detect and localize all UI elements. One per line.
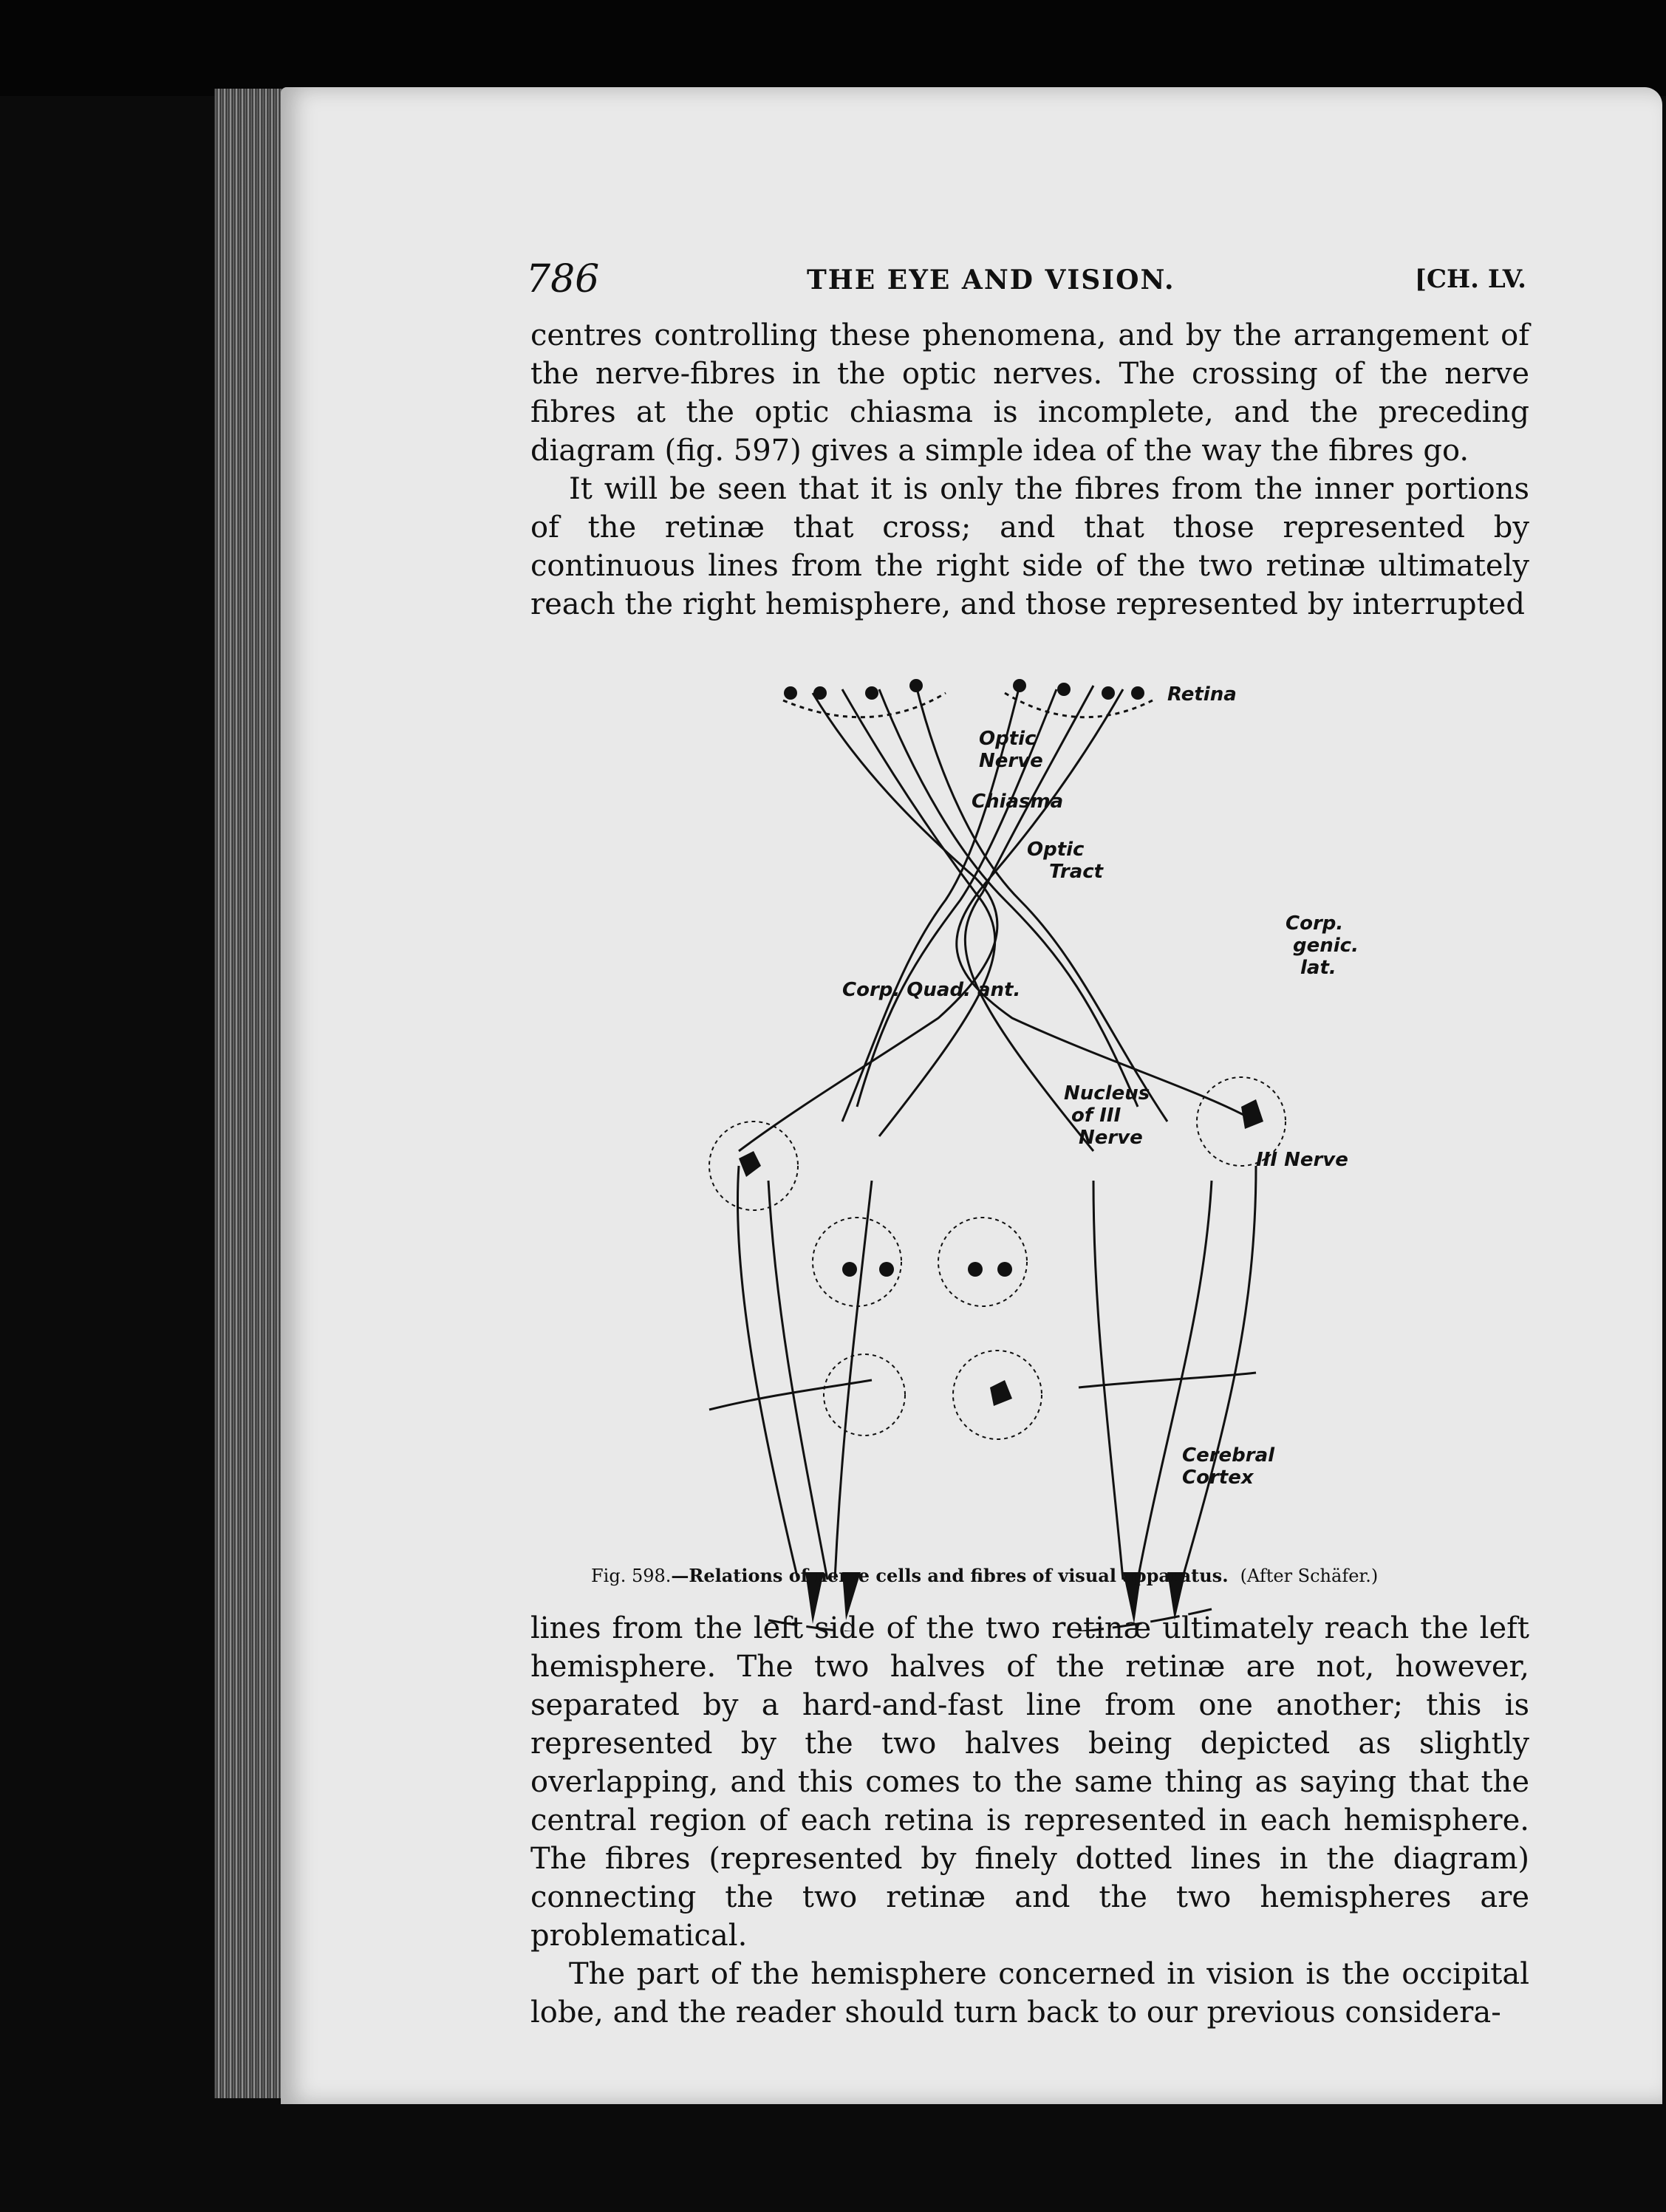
caption-credit: (After Schäfer.) (1240, 1566, 1379, 1586)
retina-cell (1102, 686, 1115, 700)
nerve-fibres (709, 686, 1256, 1631)
quadrigeminal-cell (968, 1262, 983, 1277)
geniculate-cell (1241, 1099, 1263, 1129)
nucleus-outline (938, 1218, 1027, 1306)
paragraph: lines from the left side of the two retinæ ultimately reach the left hemisphere. The two halves of the retinæ are not, however, separated by a hard-and-fast line from one another; this is represented by the two halves being depicted as slightly overlapping, and this comes to the same thing as saying that the central region of each retina is represented in each hemisphere. The fibres (represented by finely dotted lines in the diagram) connecting the two retinæ and the two hemispheres are problematical. (530, 1611, 1529, 1953)
label-optic-nerve-2: Nerve (979, 750, 1043, 772)
label-optic-nerve-1: Optic (979, 728, 1037, 750)
label-corp-genic-2: genic. (1293, 935, 1359, 957)
label-nucleus-3: Nerve (1079, 1127, 1143, 1149)
nucleus-iii-cell (990, 1380, 1012, 1406)
fibre (1093, 1181, 1123, 1580)
label-optic-tract-1: Optic (1027, 839, 1085, 861)
diagram-svg (694, 649, 1492, 1631)
retina-cell (865, 686, 878, 700)
book-page (281, 87, 1662, 2104)
label-cortex-2: Cortex (1182, 1467, 1254, 1489)
quadrigeminal-cell (879, 1262, 894, 1277)
retina-cell (909, 679, 923, 692)
label-optic-tract-2: Tract (1049, 861, 1104, 883)
fibre (768, 1181, 827, 1580)
paragraph: It will be seen that it is only the fibres from the inner portions of the retinæ that cross; and that those represented by continuous lines from the right side of the two retinæ ultimately reach the right hemisphere, and those represented by interrupted (530, 472, 1529, 621)
label-corp-quad: Corp. Quad. ant. (842, 979, 1021, 1001)
page-number: 786 (526, 257, 600, 301)
text-block-bottom (530, 1609, 1529, 2032)
label-nucleus-2: of III (1071, 1105, 1122, 1127)
running-head (526, 257, 1526, 301)
retina-cell (1013, 679, 1026, 692)
quadrigeminal-cell (997, 1262, 1012, 1277)
visual-pathway-diagram (694, 649, 1492, 1631)
retina-cell (1131, 686, 1144, 700)
nucleus-outline (824, 1354, 905, 1436)
label-corp-genic-1: Corp. (1286, 912, 1344, 935)
retina-cell (1057, 683, 1071, 696)
nucleus-outline (813, 1218, 901, 1306)
retina-cell (784, 686, 797, 700)
label-retina: Retina (1167, 683, 1237, 706)
chapter-title: THE EYE AND VISION. (807, 264, 1175, 296)
chapter-reference: [CH. LV. (1414, 264, 1526, 294)
retina-cell (813, 686, 827, 700)
iii-nerve-right (1079, 1373, 1256, 1387)
label-nucleus-1: Nucleus (1064, 1082, 1150, 1105)
label-iii-nerve: III Nerve (1256, 1149, 1348, 1171)
geniculate-cell (739, 1151, 761, 1177)
label-corp-genic-3: lat. (1300, 957, 1336, 979)
caption-number: Fig. 598. (591, 1566, 672, 1586)
fibre (739, 693, 997, 1151)
quadrigeminal-cell (842, 1262, 857, 1277)
fibre (1182, 1166, 1256, 1580)
label-chiasma: Chiasma (972, 791, 1064, 813)
label-cortex-1: Cerebral (1182, 1444, 1275, 1467)
paragraph: The part of the hemisphere concerned in vision is the occipital lobe, and the reader should turn back to our previous considera- (530, 1957, 1529, 2030)
paragraph: centres controlling these phenomena, and by the arrangement of the nerve-fibres in the optic nerves. The crossing of the nerve fibres at the optic chiasma is incomplete, and the preceding diagram (fig. 597) gives a simple idea of the way the fibres go. (530, 318, 1529, 468)
scan-border (0, 0, 1666, 96)
figure-caption (591, 1565, 1581, 1586)
caption-text: —Relations of nerve cells and fibres of visual apparatus. (671, 1565, 1229, 1586)
text-block-top (530, 316, 1529, 624)
